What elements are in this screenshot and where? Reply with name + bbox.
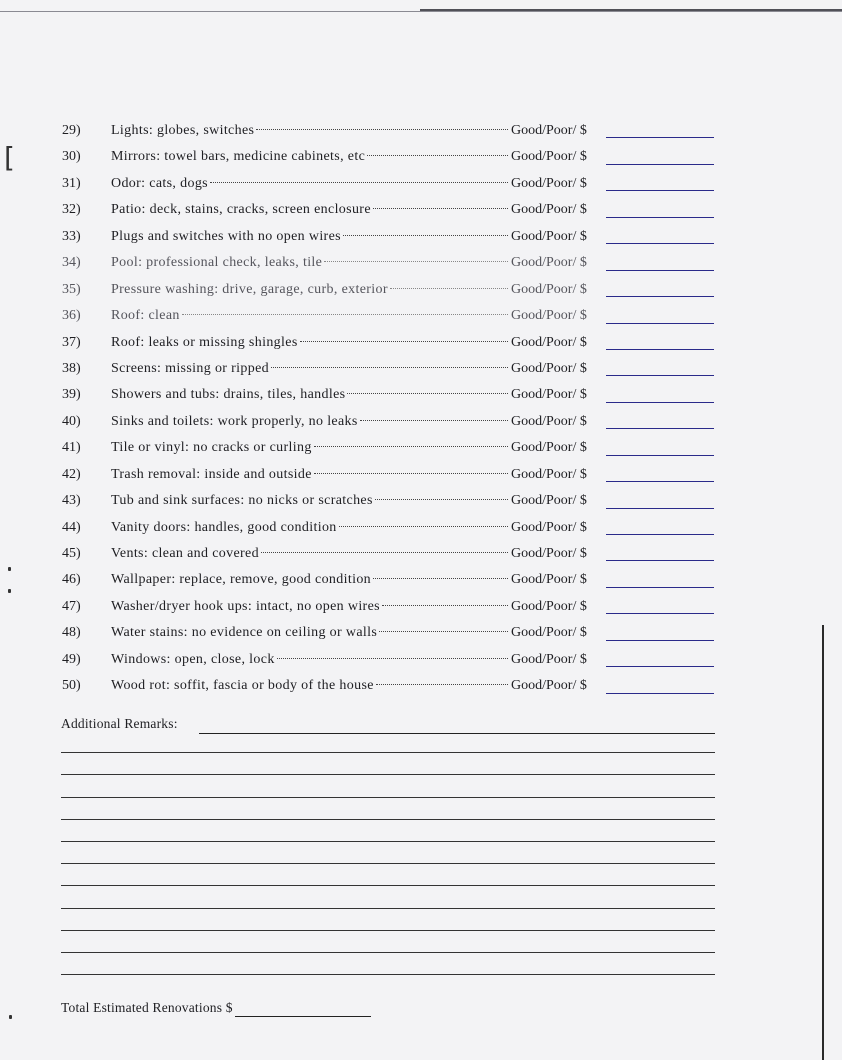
item-label-wrap: [111, 594, 508, 620]
item-number: 45): [62, 546, 81, 561]
good-poor-rating: Good/Poor/ $: [511, 519, 587, 535]
remarks-line[interactable]: [61, 908, 715, 909]
scan-speck: [9, 1015, 12, 1019]
good-poor-rating: Good/Poor/ $: [511, 360, 587, 376]
dot-leader: [300, 341, 508, 342]
checklist-item: [0, 488, 842, 514]
item-label: Wallpaper: replace, remove, good condition: [111, 572, 372, 588]
remarks-line[interactable]: [61, 863, 715, 864]
checklist-item: [0, 647, 842, 673]
dot-leader: [339, 526, 508, 527]
good-poor-rating: Good/Poor/ $: [511, 440, 587, 456]
cost-entry-blank[interactable]: [606, 323, 714, 324]
dot-leader: [343, 235, 508, 236]
checklist-item: [0, 356, 842, 382]
cost-entry-blank[interactable]: [606, 402, 714, 403]
remarks-line[interactable]: [61, 974, 715, 975]
good-poor-rating: Good/Poor/ $: [511, 546, 587, 561]
cost-entry-blank[interactable]: [606, 508, 714, 509]
checklist-item: [0, 250, 842, 276]
dot-leader: [373, 208, 508, 209]
cost-entry-blank[interactable]: [606, 693, 714, 694]
cost-entry-blank[interactable]: [606, 455, 714, 456]
item-number: 43): [62, 493, 81, 509]
item-label: Tub and sink surfaces: no nicks or scratches: [111, 493, 373, 509]
item-number: 34): [62, 255, 81, 271]
remarks-line[interactable]: [61, 841, 715, 842]
item-label-wrap: [111, 303, 508, 329]
good-poor-rating: Good/Poor/ $: [511, 598, 587, 614]
dot-leader: [347, 393, 508, 394]
dot-leader: [382, 605, 508, 606]
total-label: Total Estimated Renovations $: [61, 1000, 233, 1015]
cost-entry-blank[interactable]: [606, 613, 714, 614]
cost-entry-blank[interactable]: [606, 217, 714, 218]
remarks-line[interactable]: [61, 930, 715, 931]
item-label-wrap: [111, 197, 508, 223]
good-poor-rating: Good/Poor/ $: [511, 308, 587, 324]
remarks-line[interactable]: [61, 797, 715, 798]
top-edge-shadow: [420, 9, 842, 11]
good-poor-rating: Good/Poor/ $: [511, 572, 587, 588]
checklist-item: [0, 594, 842, 620]
cost-entry-blank[interactable]: [606, 349, 714, 350]
item-label: Pressure washing: drive, garage, curb, exterior: [111, 281, 388, 297]
remarks-line[interactable]: [61, 752, 715, 753]
item-label-wrap: [111, 647, 508, 673]
item-label: Windows: open, close, lock: [111, 651, 275, 667]
item-label-wrap: [111, 488, 508, 514]
cost-entry-blank[interactable]: [606, 375, 714, 376]
checklist-item: [0, 673, 842, 699]
item-label-wrap: [111, 462, 508, 488]
total-estimated-renovations: [61, 1000, 371, 1017]
item-number: 33): [62, 228, 81, 244]
item-label-wrap: [111, 620, 508, 646]
item-label: Showers and tubs: drains, tiles, handles: [111, 387, 346, 403]
checklist-item: [0, 118, 842, 144]
checklist-item: [0, 382, 842, 408]
dot-leader: [376, 684, 508, 685]
good-poor-rating: Good/Poor/ $: [511, 281, 587, 297]
dot-leader: [271, 367, 508, 368]
cost-entry-blank[interactable]: [606, 640, 714, 641]
good-poor-rating: Good/Poor/ $: [511, 651, 587, 667]
item-label: Plugs and switches with no open wires: [111, 228, 341, 244]
item-number: 32): [62, 202, 81, 218]
item-label-wrap: [111, 567, 508, 593]
checklist-item: [0, 541, 842, 567]
item-number: 38): [62, 360, 81, 376]
checklist-item: [0, 277, 842, 303]
cost-entry-blank[interactable]: [606, 190, 714, 191]
item-label-wrap: [111, 250, 508, 276]
cost-entry-blank[interactable]: [606, 296, 714, 297]
good-poor-rating: Good/Poor/ $: [511, 255, 587, 271]
item-label-wrap: [111, 277, 508, 303]
dot-leader: [379, 631, 508, 632]
item-label: Screens: missing or ripped: [111, 360, 270, 376]
item-number: 40): [62, 413, 81, 429]
checklist-item: [0, 303, 842, 329]
cost-entry-blank[interactable]: [606, 534, 714, 535]
item-number: 44): [62, 519, 81, 535]
top-edge-rule: [0, 11, 842, 12]
good-poor-rating: Good/Poor/ $: [511, 493, 587, 509]
item-label-wrap: [111, 171, 508, 197]
item-label-wrap: [111, 356, 508, 382]
dot-leader: [182, 314, 508, 315]
item-number: 35): [62, 281, 81, 297]
good-poor-rating: Good/Poor/ $: [511, 202, 587, 218]
item-number: 39): [62, 387, 81, 403]
item-label-wrap: [111, 144, 508, 170]
checklist-item: [0, 224, 842, 250]
checklist-item: [0, 144, 842, 170]
item-label: Sinks and toilets: work properly, no leaks: [111, 413, 358, 429]
dot-leader: [256, 129, 508, 130]
good-poor-rating: Good/Poor/ $: [511, 175, 587, 191]
item-label: Washer/dryer hook ups: intact, no open wires: [111, 598, 380, 614]
item-label-wrap: [111, 382, 508, 408]
cost-entry-blank[interactable]: [606, 481, 714, 482]
item-label-wrap: [111, 673, 508, 699]
remarks-line[interactable]: [61, 774, 715, 775]
item-label: Lights: globes, switches: [111, 123, 255, 138]
dot-leader: [314, 473, 508, 474]
cost-entry-blank[interactable]: [606, 428, 714, 429]
item-label: Water stains: no evidence on ceiling or walls: [111, 625, 378, 641]
dot-leader: [373, 578, 508, 579]
remarks-line[interactable]: [61, 952, 715, 953]
remarks-line[interactable]: [199, 733, 715, 734]
item-number: 42): [62, 466, 81, 482]
checklist-item: [0, 515, 842, 541]
cost-entry-blank[interactable]: [606, 666, 714, 667]
checklist: [0, 118, 842, 700]
item-label-wrap: [111, 118, 508, 144]
dot-leader: [277, 658, 508, 659]
dot-leader: [324, 261, 508, 262]
checklist-item: [0, 620, 842, 646]
item-label: Roof: leaks or missing shingles: [111, 334, 298, 350]
item-label: Odor: cats, dogs: [111, 175, 208, 191]
item-number: 29): [62, 123, 81, 138]
item-number: 46): [62, 572, 81, 588]
cost-entry-blank[interactable]: [606, 164, 714, 165]
cost-entry-blank[interactable]: [606, 587, 714, 588]
item-number: 49): [62, 651, 81, 667]
item-label: Roof: clean: [111, 308, 180, 324]
dot-leader: [367, 155, 508, 156]
dot-leader: [360, 420, 508, 421]
dot-leader: [210, 182, 508, 183]
item-label: Pool: professional check, leaks, tile: [111, 255, 323, 271]
checklist-item: [0, 567, 842, 593]
item-number: 37): [62, 334, 81, 350]
item-number: 36): [62, 308, 81, 324]
checklist-item: [0, 435, 842, 461]
cost-entry-blank[interactable]: [606, 243, 714, 244]
item-number: 47): [62, 598, 81, 614]
item-label: Vents: clean and covered: [111, 546, 259, 561]
item-number: 41): [62, 440, 81, 456]
item-label: Wood rot: soffit, fascia or body of the house: [111, 678, 374, 694]
item-number: 48): [62, 625, 81, 641]
total-amount-blank[interactable]: [235, 1000, 371, 1017]
good-poor-rating: Good/Poor/ $: [511, 228, 587, 244]
cost-entry-blank[interactable]: [606, 560, 714, 561]
good-poor-rating: Good/Poor/ $: [511, 678, 587, 694]
item-number: 31): [62, 175, 81, 191]
item-label: Mirrors: towel bars, medicine cabinets, etc: [111, 149, 366, 165]
cost-entry-blank[interactable]: [606, 137, 714, 138]
checklist-item: [0, 171, 842, 197]
dot-leader: [375, 499, 508, 500]
item-label: Tile or vinyl: no cracks or curling: [111, 440, 312, 456]
checklist-item: [0, 409, 842, 435]
good-poor-rating: Good/Poor/ $: [511, 387, 587, 403]
good-poor-rating: Good/Poor/ $: [511, 123, 587, 138]
remarks-line[interactable]: [61, 819, 715, 820]
dot-leader: [390, 288, 508, 289]
item-label-wrap: [111, 330, 508, 356]
item-label-wrap: [111, 409, 508, 435]
good-poor-rating: Good/Poor/ $: [511, 334, 587, 350]
dot-leader: [314, 446, 508, 447]
additional-remarks-label: Additional Remarks:: [61, 716, 178, 731]
remarks-line[interactable]: [61, 885, 715, 886]
scan-bracket-mark: [: [4, 141, 15, 174]
item-label-wrap: [111, 515, 508, 541]
item-label-wrap: [111, 435, 508, 461]
dot-leader: [261, 552, 508, 553]
item-number: 50): [62, 678, 81, 694]
good-poor-rating: Good/Poor/ $: [511, 413, 587, 429]
checklist-item: [0, 197, 842, 223]
good-poor-rating: Good/Poor/ $: [511, 625, 587, 641]
item-label-wrap: [111, 224, 508, 250]
good-poor-rating: Good/Poor/ $: [511, 466, 587, 482]
cost-entry-blank[interactable]: [606, 270, 714, 271]
checklist-item: [0, 330, 842, 356]
item-label: Trash removal: inside and outside: [111, 466, 312, 482]
item-label-wrap: [111, 541, 508, 567]
item-label: Patio: deck, stains, cracks, screen enclosure: [111, 202, 371, 218]
item-number: 30): [62, 149, 81, 165]
item-label: Vanity doors: handles, good condition: [111, 519, 337, 535]
good-poor-rating: Good/Poor/ $: [511, 149, 587, 165]
checklist-item: [0, 462, 842, 488]
